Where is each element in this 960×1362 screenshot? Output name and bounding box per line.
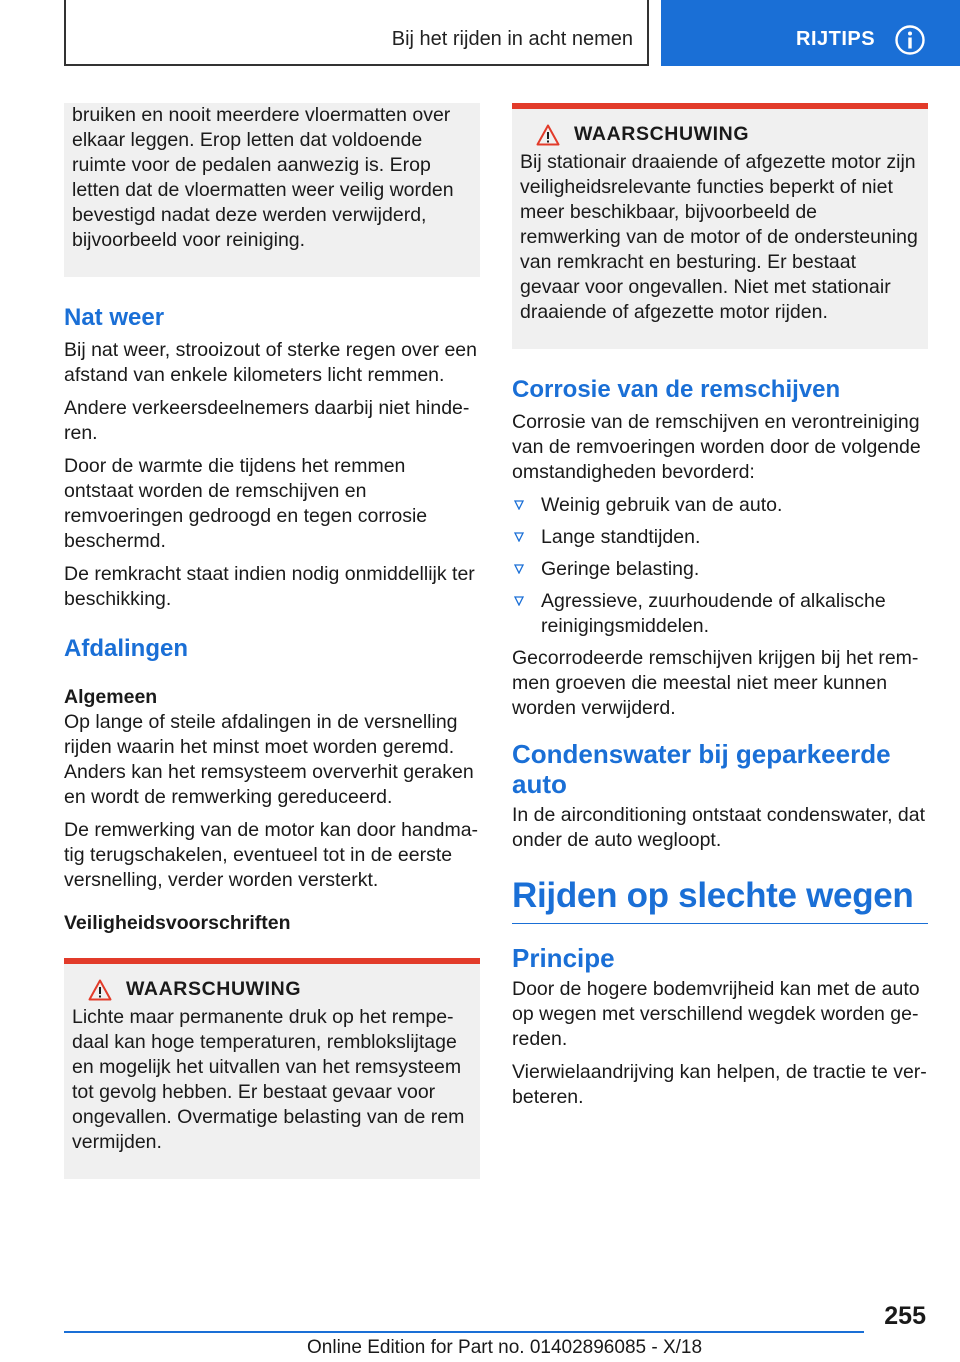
paragraph: De remwerking van de motor kan door handmatig terugschakelen, eventueel tot in de eerste versnelling, verder worden versterkt.	[64, 819, 479, 891]
bullet-list	[512, 493, 928, 639]
warning-title-row	[520, 123, 920, 146]
right-column	[512, 103, 928, 1118]
warning-title: WAARSCHUWING	[574, 123, 750, 145]
heading-slechte-wegen: Rijden op slechte wegen	[512, 875, 928, 924]
page-number: 255	[884, 1302, 926, 1330]
warning-triangle-icon	[536, 124, 560, 146]
paragraph: In de airconditioning ontstaat condenswater, dat onder de auto wegloopt.	[512, 804, 926, 851]
note-box-text: bruiken en nooit meerdere vloermatten over elkaar leggen. Erop letten dat voldoende ruimte voor de pedalen aanwezig is. Erop letten dat de vloermatten weer veilig worden bevestigd nadat deze werden verwijderd, bijvoorbeeld voor reiniging.	[72, 104, 454, 251]
warning-title: WAARSCHUWING	[126, 978, 302, 1000]
footer-text: Online Edition for Part no. 01402896085 - X/18	[307, 1337, 703, 1358]
subheading-algemeen: Algemeen	[64, 686, 158, 708]
left-column	[64, 103, 480, 1179]
paragraph: Gecorrodeerde remschijven krijgen bij het remmen groeven die meestal niet meer kunnen worden verwijderd.	[512, 647, 919, 719]
chapter-tab[interactable]	[661, 0, 960, 66]
list-item: Lange standtijden.	[512, 525, 928, 550]
triangle-bullet-icon	[514, 564, 524, 574]
paragraph: De remkracht staat indien nodig onmiddellijk ter beschikking.	[64, 563, 475, 610]
warning-box	[512, 103, 928, 349]
triangle-bullet-icon	[514, 500, 524, 510]
paragraph: Vierwielaandrijving kan helpen, de tractie te verbeteren.	[512, 1061, 927, 1108]
chapter-tab-label: RIJTIPS	[796, 28, 876, 50]
heading-nat-weer: Nat weer	[64, 304, 165, 331]
note-box	[64, 103, 480, 277]
list-item: Weinig gebruik van de auto.	[512, 493, 928, 518]
paragraph: Bij nat weer, strooizout of sterke regen over een afstand van enkele kilometers licht remmen.	[64, 339, 477, 386]
triangle-bullet-icon	[514, 532, 524, 542]
paragraph: Door de warmte die tijdens het remmen ontstaat worden de remschijven en remvoeringen gedroogd en tegen corrosie beschermd.	[64, 455, 428, 552]
warning-text: Lichte maar permanente druk op het rempedaal kan hoge temperaturen, remblokslijtage en mogelijk het uitvallen van het remsysteem tot gevolg hebben. Er bestaat gevaar voor ongevallen. Overmatige belasting van de rem vermijden.	[72, 1006, 465, 1153]
subheading-principe: Principe	[512, 943, 615, 973]
triangle-bullet-icon	[514, 596, 524, 606]
page-header	[0, 0, 960, 66]
paragraph: Corrosie van de remschijven en verontreiniging van de remvoeringen worden door de volgende omstandigheden bevorderd:	[512, 411, 921, 483]
info-icon[interactable]	[894, 24, 926, 56]
warning-box	[64, 958, 480, 1179]
subheading-veiligheid: Veiligheidsvoorschriften	[64, 912, 291, 934]
heading-condenswater: Condenswater bij geparkeerde auto	[512, 739, 891, 799]
warning-triangle-icon	[88, 979, 112, 1001]
list-item: Agressieve, zuurhoudende of alkalische reinigingsmiddelen.	[512, 589, 928, 639]
heading-afdalingen: Afdalingen	[64, 635, 188, 662]
warning-text: Bij stationair draaiende of afgezette motor zijn veiligheidsrelevante functies beperkt of niet meer beschikbaar, bijvoorbeeld de remwerking van de motor of de ondersteuning van remkracht en besturing. Er bestaat gevaar voor ongevallen. Niet met stationair draaiende of afgezette motor rijden.	[520, 151, 918, 323]
heading-corrosie: Corrosie van de remschijven	[512, 376, 841, 403]
paragraph: Door de hogere bodemvrijheid kan met de auto op wegen met verschillend wegdek worden gereden.	[512, 978, 920, 1050]
paragraph: Andere verkeersdeelnemers daarbij niet hinderen.	[64, 397, 470, 444]
footer-divider	[64, 1331, 864, 1333]
paragraph: Op lange of steile afdalingen in de versnelling rijden waarin het minst moet worden geremd. Anders kan het remsysteem oververhit geraken en wordt de remwerking gereduceerd.	[64, 711, 474, 808]
warning-title-row	[72, 978, 472, 1001]
section-title: Bij het rijden in acht nemen	[391, 28, 633, 50]
list-item: Geringe belasting.	[512, 557, 928, 582]
section-title-bar	[64, 0, 649, 66]
